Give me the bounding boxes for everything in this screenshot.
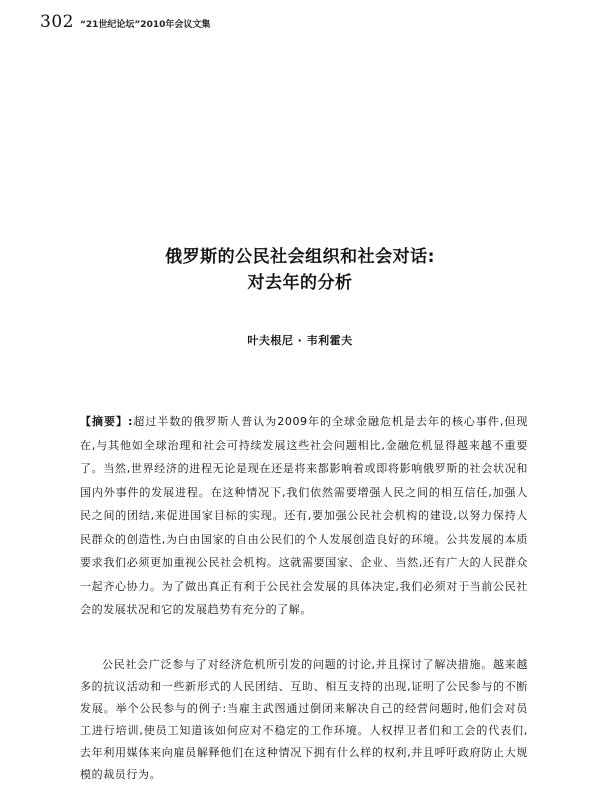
author-name: 叶夫根尼 · 韦利霍夫	[247, 334, 353, 347]
body-paragraph: 公民社会广泛参与了对经济危机所引发的问题的讨论,并且探讨了解决措施。越来越多的抗议活动和一些新形式的人民团结、互助、相互支持的出现,证明了公民参与的不断发展。举个公民参与的例子:当雇主武图通过倒闭来解决自己的经营问题时,他们会对员工进行培训,使员工知道该如何应对不稳定的工作环境。人权捍卫者们和工会的代表们,去年利用媒体来向雇员解释他们在这种情况下拥有什么样的权利,并且呼吁政府防止大规模的裁员行为。	[80, 658, 528, 781]
title-line-2: 对去年的分析	[247, 273, 353, 293]
abstract	[80, 410, 528, 622]
page-number: 302	[40, 12, 74, 32]
title-line-1: 俄罗斯的公民社会组织和社会对话:	[165, 247, 435, 267]
abstract-text: 超过半数的俄罗斯人普认为2009年的全球金融危机是去年的核心事件,但现在,与其他如全球治理和社会可持续发展这些社会问题相比,金融危机显得越来越不重要了。当然,世界经济的进程无论是现在还是将来都影响着或即将影响俄罗斯的社会状况和国内外事件的发展进程。在这种情况下,我们依然需要增强人民之间的相互信任,加强人民之间的团结,来促进国家目标的实现。还有,要加强公民社会机构的建设,以努力保持人民群众的创造性,为白由国家的自由公民们的个人发展创造良好的环境。公共发展的本质要求我们必须更加重视公民社会机构。这就需要国家、企业、当然,还有广大的人民群众一起齐心协力。为了做出真正有利于公民社会发展的具体决定,我们必须对于当前公民社会的发展状况和它的发展趋势有充分的了解。	[80, 415, 528, 616]
running-header	[40, 12, 210, 32]
article-title	[0, 244, 600, 296]
journal-name: “21世纪论坛”2010年会议文集	[79, 20, 211, 30]
abstract-label: 【摘要】:	[80, 415, 133, 428]
